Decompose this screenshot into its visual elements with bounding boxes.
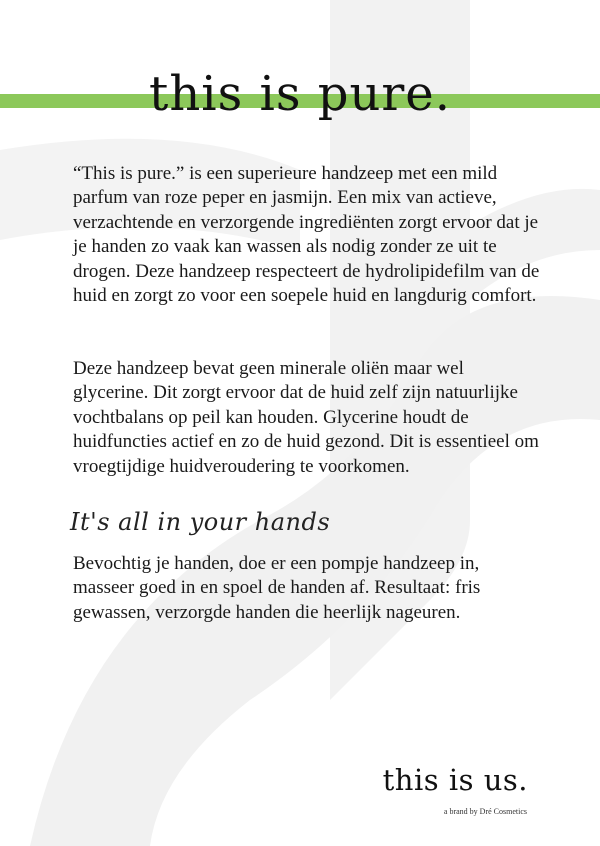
brand-tagline: a brand by Dré Cosmetics	[443, 807, 527, 816]
page-title: this is pure.	[149, 66, 451, 122]
paragraph-intro: “This is pure.” is een superieure handzeep met een mild parfum van roze peper en jasmijn. Een mix van actieve, verzachtende en verzorgende ingrediënten zorgt ervoor dat je je handen zo vaak kan wassen als nodig zonder ze uit te drogen. Deze handzeep respecteert de hydrolipidefilm van de huid en zorgt zo voor een soepele huid en langdurig comfort.	[73, 163, 540, 307]
paragraph-usage: Bevochtig je handen, doe er een pompje handzeep in, masseer goed in en spoel de handen af. Resultaat: fris gewassen, verzorgde handen die heerlijk nageuren.	[73, 553, 481, 623]
script-heading: It's all in your hands	[70, 508, 331, 536]
paragraph-glycerine: Deze handzeep bevat geen minerale oliën maar wel glycerine. Dit zorgt ervoor dat de huid zelf zijn natuurlijke vochtbalans op peil kan houden. Glycerine houdt de huidfuncties actief en zo de huid gezond. Dit is essentieel om vroegtijdige huidveroudering te voorkomen.	[73, 358, 539, 477]
brand-logo: this is us.	[382, 763, 528, 797]
